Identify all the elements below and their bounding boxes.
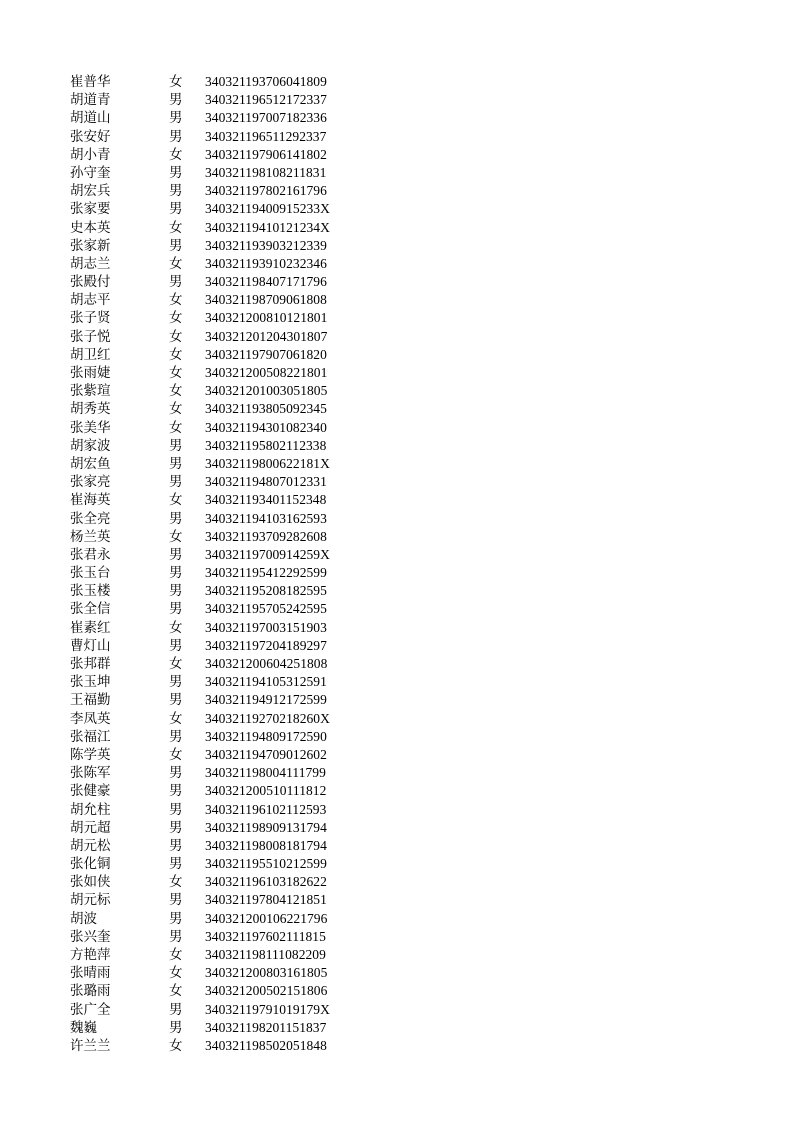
person-name: 张家要 bbox=[70, 201, 111, 218]
person-name: 张福江 bbox=[70, 728, 111, 745]
table-row bbox=[70, 600, 400, 618]
person-name: 张玉坤 bbox=[70, 674, 111, 691]
person-id-number: 340321197003151903 bbox=[205, 619, 327, 635]
person-name: 胡宏兵 bbox=[70, 183, 111, 200]
person-gender: 男 bbox=[169, 728, 183, 745]
person-name: 张兴奎 bbox=[70, 928, 111, 945]
person-id-number: 34032119270218260X bbox=[205, 710, 330, 726]
table-row bbox=[70, 419, 400, 437]
person-id-number: 34032119700914259X bbox=[205, 546, 330, 562]
person-id-number: 340321196512172337 bbox=[205, 92, 327, 108]
person-gender: 男 bbox=[169, 910, 183, 927]
person-name: 胡允柱 bbox=[70, 801, 111, 818]
person-name: 张如侠 bbox=[70, 874, 111, 891]
person-name: 方艳萍 bbox=[70, 947, 111, 963]
table-row bbox=[70, 491, 400, 509]
person-name: 曹灯山 bbox=[70, 637, 111, 654]
person-name: 张子贤 bbox=[70, 310, 111, 327]
person-name: 李凤英 bbox=[70, 710, 111, 727]
table-row bbox=[70, 73, 400, 91]
table-row bbox=[70, 710, 400, 728]
person-id-number: 340321194301082340 bbox=[205, 419, 327, 435]
table-row bbox=[70, 382, 400, 400]
person-name: 张雨婕 bbox=[70, 365, 111, 381]
person-gender: 女 bbox=[169, 383, 183, 400]
person-id-number: 340321194103162593 bbox=[205, 510, 327, 526]
person-name: 胡家波 bbox=[70, 437, 111, 454]
person-gender: 男 bbox=[169, 692, 183, 709]
person-id-number: 34032119800622181X bbox=[205, 455, 330, 471]
person-gender: 女 bbox=[169, 983, 183, 1000]
table-row bbox=[70, 364, 400, 382]
person-name: 胡道青 bbox=[70, 92, 111, 109]
table-row bbox=[70, 637, 400, 655]
table-row bbox=[70, 346, 400, 364]
person-id-number: 340321195705242595 bbox=[205, 601, 327, 617]
person-name: 史本英 bbox=[70, 219, 111, 236]
person-gender: 女 bbox=[169, 146, 183, 163]
person-name: 张家亮 bbox=[70, 474, 111, 491]
person-gender: 女 bbox=[169, 310, 183, 327]
person-gender: 女 bbox=[169, 365, 183, 381]
table-row bbox=[70, 510, 400, 528]
person-id-number: 340321200810121801 bbox=[205, 310, 328, 326]
person-id-number: 340321198004111799 bbox=[205, 765, 326, 781]
person-gender: 男 bbox=[169, 1019, 183, 1036]
person-name: 胡元标 bbox=[70, 892, 111, 909]
table-row bbox=[70, 237, 400, 255]
table-row bbox=[70, 764, 400, 782]
person-id-number: 340321198108211831 bbox=[205, 164, 327, 180]
person-name: 胡卫红 bbox=[70, 346, 111, 363]
person-id-number: 340321197602111815 bbox=[205, 928, 326, 944]
table-row bbox=[70, 1019, 400, 1037]
person-gender: 男 bbox=[169, 837, 183, 854]
person-name: 王福勤 bbox=[70, 692, 111, 709]
table-row bbox=[70, 982, 400, 1000]
person-gender: 男 bbox=[169, 928, 183, 945]
person-id-number: 340321193903212339 bbox=[205, 237, 327, 253]
person-gender: 男 bbox=[169, 565, 183, 582]
person-id-number: 340321200502151806 bbox=[205, 983, 328, 999]
table-row bbox=[70, 400, 400, 418]
table-row bbox=[70, 528, 400, 546]
person-name: 张全信 bbox=[70, 601, 111, 618]
person-id-number: 340321197906141802 bbox=[205, 146, 327, 162]
person-id-number: 340321198407171796 bbox=[205, 274, 327, 290]
person-name: 崔海英 bbox=[70, 492, 111, 509]
person-id-number: 340321198909131794 bbox=[205, 819, 327, 835]
person-gender: 男 bbox=[169, 474, 183, 491]
person-gender: 女 bbox=[169, 1037, 183, 1054]
person-name: 魏巍 bbox=[70, 1019, 97, 1036]
person-id-number: 340321193401152348 bbox=[205, 492, 327, 508]
person-gender: 女 bbox=[169, 401, 183, 418]
person-gender: 女 bbox=[169, 419, 183, 436]
person-gender: 男 bbox=[169, 637, 183, 654]
person-gender: 女 bbox=[169, 528, 183, 545]
person-id-number: 340321194912172599 bbox=[205, 692, 327, 708]
person-name: 张君永 bbox=[70, 546, 111, 563]
table-row bbox=[70, 946, 400, 964]
person-id-number: 340321197204189297 bbox=[205, 637, 327, 653]
person-gender: 男 bbox=[169, 510, 183, 527]
person-gender: 女 bbox=[169, 746, 183, 763]
person-gender: 男 bbox=[169, 819, 183, 836]
person-name: 崔素红 bbox=[70, 619, 111, 636]
person-gender: 女 bbox=[169, 292, 183, 309]
person-gender: 男 bbox=[169, 92, 183, 109]
table-row bbox=[70, 1001, 400, 1019]
table-row bbox=[70, 182, 400, 200]
person-id-number: 340321198709061808 bbox=[205, 292, 327, 308]
roster-table bbox=[70, 73, 400, 1055]
person-name: 许兰兰 bbox=[70, 1037, 111, 1054]
person-id-number: 340321200106221796 bbox=[205, 910, 328, 926]
person-id-number: 340321195510212599 bbox=[205, 856, 327, 872]
person-name: 张邦群 bbox=[70, 656, 111, 672]
table-row bbox=[70, 873, 400, 891]
person-name: 胡波 bbox=[70, 910, 97, 927]
person-name: 胡道山 bbox=[70, 110, 111, 127]
person-id-number: 340321198502051848 bbox=[205, 1037, 327, 1053]
person-id-number: 340321196103182622 bbox=[205, 874, 327, 890]
person-id-number: 340321193910232346 bbox=[205, 255, 327, 271]
table-row bbox=[70, 146, 400, 164]
table-row bbox=[70, 855, 400, 873]
person-gender: 男 bbox=[169, 237, 183, 254]
table-row bbox=[70, 837, 400, 855]
person-id-number: 340321201204301807 bbox=[205, 328, 328, 344]
person-id-number: 340321200803161805 bbox=[205, 965, 328, 981]
person-name: 胡小青 bbox=[70, 146, 111, 163]
person-id-number: 340321196511292337 bbox=[205, 128, 327, 144]
table-row bbox=[70, 782, 400, 800]
table-row bbox=[70, 891, 400, 909]
person-gender: 男 bbox=[169, 601, 183, 618]
person-id-number: 340321194807012331 bbox=[205, 474, 327, 490]
person-gender: 男 bbox=[169, 801, 183, 818]
person-gender: 女 bbox=[169, 656, 183, 672]
person-gender: 女 bbox=[169, 219, 183, 236]
person-id-number: 34032119791019179X bbox=[205, 1001, 330, 1017]
table-row bbox=[70, 819, 400, 837]
person-name: 张家新 bbox=[70, 237, 111, 254]
person-id-number: 340321200508221801 bbox=[205, 365, 328, 380]
person-name: 胡志兰 bbox=[70, 255, 111, 272]
person-name: 陈学英 bbox=[70, 746, 111, 763]
person-gender: 男 bbox=[169, 110, 183, 127]
person-id-number: 340321194105312591 bbox=[205, 674, 327, 690]
person-name: 张紫瑄 bbox=[70, 383, 111, 400]
person-name: 张广全 bbox=[70, 1001, 111, 1018]
person-id-number: 340321201003051805 bbox=[205, 383, 328, 399]
table-row bbox=[70, 437, 400, 455]
person-gender: 女 bbox=[169, 74, 183, 90]
table-row bbox=[70, 582, 400, 600]
person-gender: 女 bbox=[169, 328, 183, 345]
person-gender: 男 bbox=[169, 437, 183, 454]
person-id-number: 340321197007182336 bbox=[205, 110, 327, 126]
person-gender: 男 bbox=[169, 274, 183, 291]
person-gender: 男 bbox=[169, 674, 183, 691]
person-id-number: 340321197907061820 bbox=[205, 346, 327, 362]
person-name: 张殿付 bbox=[70, 274, 111, 291]
person-gender: 女 bbox=[169, 874, 183, 891]
person-name: 张化铜 bbox=[70, 856, 111, 873]
person-gender: 男 bbox=[169, 765, 183, 782]
person-id-number: 340321197804121851 bbox=[205, 892, 327, 908]
person-name: 胡志平 bbox=[70, 292, 111, 309]
person-gender: 男 bbox=[169, 128, 183, 145]
table-row bbox=[70, 273, 400, 291]
person-name: 崔普华 bbox=[70, 74, 111, 90]
table-row bbox=[70, 673, 400, 691]
person-name: 张晴雨 bbox=[70, 965, 111, 982]
person-name: 杨兰英 bbox=[70, 528, 111, 545]
person-gender: 女 bbox=[169, 346, 183, 363]
table-row bbox=[70, 473, 400, 491]
table-row bbox=[70, 655, 400, 673]
table-row bbox=[70, 219, 400, 237]
table-row bbox=[70, 309, 400, 327]
table-row bbox=[70, 255, 400, 273]
person-name: 张玉楼 bbox=[70, 583, 111, 600]
person-name: 胡元松 bbox=[70, 837, 111, 854]
person-name: 孙守奎 bbox=[70, 164, 111, 181]
person-gender: 女 bbox=[169, 255, 183, 272]
table-row bbox=[70, 128, 400, 146]
person-gender: 女 bbox=[169, 492, 183, 509]
person-name: 张璐雨 bbox=[70, 983, 111, 1000]
person-id-number: 340321195208182595 bbox=[205, 583, 327, 599]
person-gender: 男 bbox=[169, 164, 183, 181]
table-row bbox=[70, 455, 400, 473]
person-id-number: 340321194809172590 bbox=[205, 728, 327, 744]
table-row bbox=[70, 728, 400, 746]
person-name: 张陈军 bbox=[70, 765, 111, 782]
person-id-number: 34032119400915233X bbox=[205, 201, 330, 217]
person-gender: 男 bbox=[169, 783, 183, 800]
person-name: 胡宏鱼 bbox=[70, 455, 111, 472]
person-gender: 男 bbox=[169, 1001, 183, 1018]
person-gender: 男 bbox=[169, 856, 183, 873]
person-id-number: 340321197802161796 bbox=[205, 183, 327, 199]
table-row bbox=[70, 164, 400, 182]
person-id-number: 340321194709012602 bbox=[205, 746, 327, 762]
person-id-number: 340321193709282608 bbox=[205, 528, 327, 544]
table-row bbox=[70, 691, 400, 709]
table-row bbox=[70, 109, 400, 127]
person-name: 张全亮 bbox=[70, 510, 111, 527]
table-row bbox=[70, 801, 400, 819]
person-id-number: 340321198111082209 bbox=[205, 947, 326, 962]
person-gender: 女 bbox=[169, 619, 183, 636]
person-id-number: 340321200510111812 bbox=[205, 783, 327, 799]
table-row bbox=[70, 928, 400, 946]
person-name: 张美华 bbox=[70, 419, 111, 436]
person-id-number: 340321193706041809 bbox=[205, 74, 327, 89]
person-gender: 女 bbox=[169, 710, 183, 727]
table-row bbox=[70, 1037, 400, 1055]
person-id-number: 340321195802112338 bbox=[205, 437, 327, 453]
table-row bbox=[70, 964, 400, 982]
person-name: 张安好 bbox=[70, 128, 111, 145]
person-id-number: 340321198008181794 bbox=[205, 837, 327, 853]
table-row bbox=[70, 564, 400, 582]
person-name: 张玉台 bbox=[70, 565, 111, 582]
person-id-number: 340321198201151837 bbox=[205, 1019, 327, 1035]
person-name: 胡秀英 bbox=[70, 401, 111, 418]
person-id-number: 340321193805092345 bbox=[205, 401, 327, 417]
person-id-number: 340321196102112593 bbox=[205, 801, 327, 817]
person-gender: 男 bbox=[169, 183, 183, 200]
table-row bbox=[70, 546, 400, 564]
person-name: 张健豪 bbox=[70, 783, 111, 800]
person-name: 胡元超 bbox=[70, 819, 111, 836]
table-row bbox=[70, 328, 400, 346]
table-row bbox=[70, 746, 400, 764]
table-row bbox=[70, 619, 400, 637]
person-id-number: 34032119410121234X bbox=[205, 219, 330, 235]
person-id-number: 340321200604251808 bbox=[205, 656, 328, 671]
person-gender: 男 bbox=[169, 892, 183, 909]
person-name: 张子悦 bbox=[70, 328, 111, 345]
table-row bbox=[70, 91, 400, 109]
person-gender: 女 bbox=[169, 965, 183, 982]
person-gender: 男 bbox=[169, 583, 183, 600]
person-gender: 男 bbox=[169, 546, 183, 563]
table-row bbox=[70, 200, 400, 218]
person-gender: 男 bbox=[169, 455, 183, 472]
person-gender: 男 bbox=[169, 201, 183, 218]
person-id-number: 340321195412292599 bbox=[205, 565, 327, 581]
table-row bbox=[70, 910, 400, 928]
table-row bbox=[70, 291, 400, 309]
person-gender: 女 bbox=[169, 947, 183, 963]
